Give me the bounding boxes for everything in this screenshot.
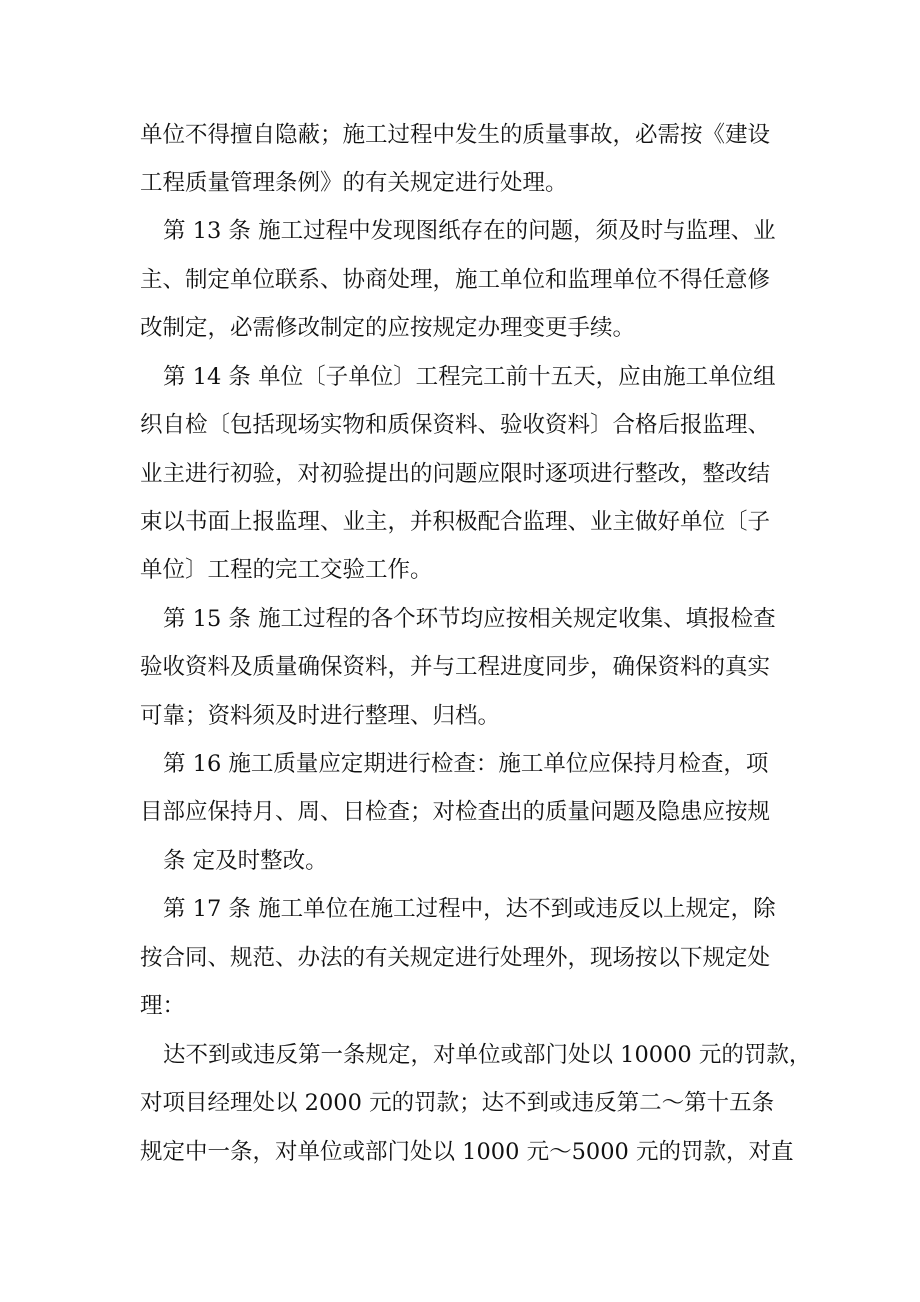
text-line: 规定中一条，对单位或部门处以 1000 元～5000 元的罚款，对直 [140, 1139, 794, 1165]
text-line: 业主进行初验，对初验提出的问题应限时逐项进行整改，整改结 [140, 461, 771, 487]
text-line: 条 定及时整改。 [163, 848, 328, 874]
text-line: 可靠；资料须及时进行整理、归档。 [140, 703, 501, 729]
text-line: 改制定，必需修改制定的应按规定办理变更手续。 [140, 315, 636, 341]
article-14-heading-line: 第 14 条 单位〔子单位〕工程完工前十五天，应由施工单位组 [163, 364, 776, 390]
text-line: 单位不得擅自隐蔽；施工过程中发生的质量事故，必需按《建设 [140, 122, 771, 148]
article-16-heading-line: 第 16 施工质量应定期进行检查：施工单位应保持月检查，项 [163, 751, 769, 777]
text-line: 主、制定单位联系、协商处理，施工单位和监理单位不得任意修 [140, 267, 771, 293]
text-line: 织自检〔包括现场实物和质保资料、验收资料〕合格后报监理、 [140, 412, 771, 438]
text-line: 单位〕工程的完工交验工作。 [140, 557, 433, 583]
article-17-heading-line: 第 17 条 施工单位在施工过程中，达不到或违反以上规定，除 [163, 896, 776, 922]
penalty-clause-line: 达不到或违反第一条规定，对单位或部门处以 10000 元的罚款， [163, 1042, 812, 1068]
article-13-heading-line: 第 13 条 施工过程中发现图纸存在的问题，须及时与监理、业 [163, 218, 776, 244]
text-line: 束以书面上报监理、业主，并积极配合监理、业主做好单位〔子 [140, 509, 771, 535]
text-line: 验收资料及质量确保资料，并与工程进度同步，确保资料的真实 [140, 654, 771, 680]
text-line: 工程质量管理条例》的有关规定进行处理。 [140, 170, 568, 196]
text-line: 按合同、规范、办法的有关规定进行处理外，现场按以下规定处 [140, 945, 771, 971]
text-line: 对项目经理处以 2000 元的罚款；达不到或违反第二～第十五条 [140, 1090, 775, 1116]
article-15-heading-line: 第 15 条 施工过程的各个环节均应按相关规定收集、填报检查 [163, 606, 776, 632]
text-line: 目部应保持月、周、日检查；对检查出的质量问题及隐患应按规 [140, 799, 771, 825]
text-line: 理： [140, 993, 186, 1019]
